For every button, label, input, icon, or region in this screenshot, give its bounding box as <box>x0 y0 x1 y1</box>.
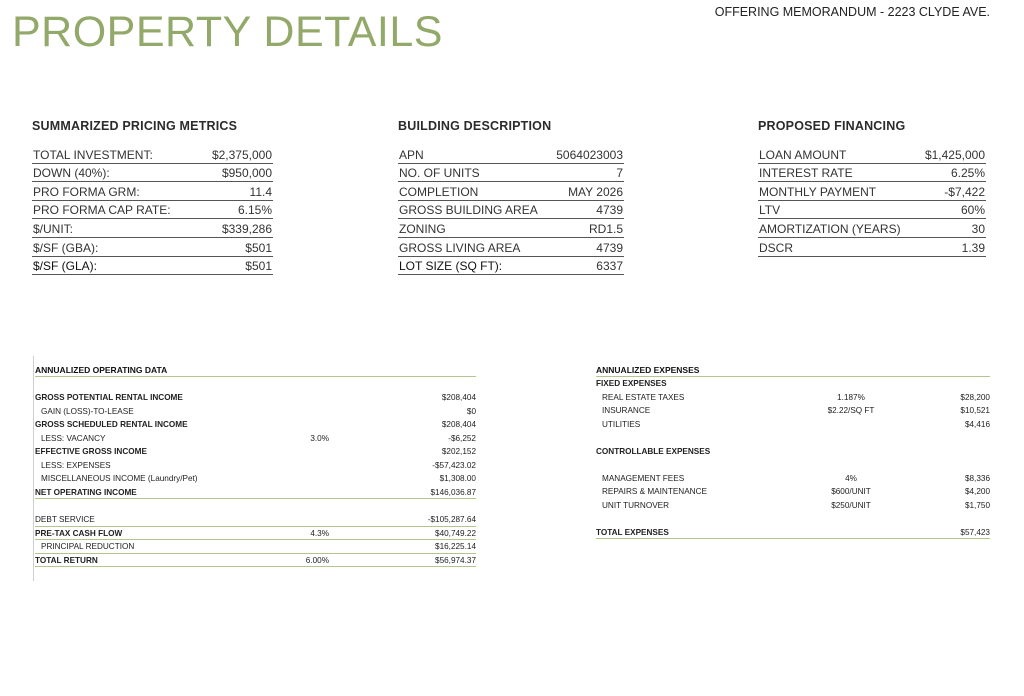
metric-value: 4739 <box>596 240 623 255</box>
metric-label: PRO FORMA GRM: <box>33 184 140 199</box>
row-percent: 4.3% <box>310 528 329 538</box>
metric-value: 30 <box>971 221 985 236</box>
operating-row <box>35 472 476 486</box>
metric-value: 11.4 <box>249 184 272 199</box>
row-amount: $146,036.87 <box>430 487 476 497</box>
metric-label: $/UNIT: <box>33 221 74 236</box>
metric-value: 60% <box>960 203 985 218</box>
row-amount: $202,152 <box>441 447 476 456</box>
group-label: FIXED EXPENSES <box>596 379 667 388</box>
operating-data-section <box>35 364 476 567</box>
operating-row <box>35 445 476 459</box>
section-title: BUILDING DESCRIPTION <box>398 119 552 133</box>
row-label: GROSS SCHEDULED RENTAL INCOME <box>35 420 188 429</box>
expenses-section <box>596 364 990 539</box>
metric-row <box>398 182 624 201</box>
operating-row <box>35 554 476 568</box>
spacer <box>596 512 990 526</box>
document-header: OFFERING MEMORANDUM - 2223 CLYDE AVE. <box>714 5 990 19</box>
metric-row <box>758 145 986 164</box>
metric-label: LOT SIZE (SQ FT): <box>399 259 503 274</box>
metric-row <box>758 164 986 183</box>
spacer <box>596 431 990 445</box>
spacer <box>596 458 990 472</box>
expense-amount: $28,200 <box>960 392 990 402</box>
metric-row <box>32 164 273 183</box>
metric-label: APN <box>399 147 424 162</box>
expense-row <box>596 485 990 499</box>
metric-label: INTEREST RATE <box>759 166 853 181</box>
row-amount: -$6,252 <box>448 433 476 443</box>
metric-row <box>758 182 986 201</box>
expense-row <box>596 418 990 432</box>
row-amount: $56,974.37 <box>435 555 476 565</box>
metric-label: ZONING <box>399 221 446 236</box>
metric-row <box>758 201 986 220</box>
metric-value: 6337 <box>596 259 623 274</box>
metric-label: LTV <box>759 203 781 218</box>
metric-row <box>758 219 986 238</box>
metric-row <box>32 219 273 238</box>
metric-row <box>398 257 624 276</box>
metric-label: LOAN AMOUNT <box>759 147 847 162</box>
metric-label: TOTAL INVESTMENT: <box>33 147 153 162</box>
metric-row <box>398 145 624 164</box>
group-label: CONTROLLABLE EXPENSES <box>596 446 711 456</box>
expense-label: UTILITIES <box>602 419 641 429</box>
operating-row <box>35 391 476 405</box>
expense-amount: $1,750 <box>964 500 990 510</box>
metric-value: 5064023003 <box>556 147 623 162</box>
expense-label: MANAGEMENT FEES <box>602 473 685 483</box>
row-label: LESS: VACANCY <box>41 433 106 443</box>
metric-label: PRO FORMA CAP RATE: <box>33 203 171 218</box>
expense-group-title <box>596 445 990 459</box>
metric-value: $339,286 <box>221 221 272 236</box>
row-label: MISCELLANEOUS INCOME (Laundry/Pet) <box>41 474 198 483</box>
row-label: TOTAL RETURN <box>35 555 98 565</box>
row-label: EFFECTIVE GROSS INCOME <box>35 447 147 456</box>
operating-row <box>35 432 476 446</box>
operating-row <box>35 486 476 500</box>
row-amount: $1,308.00 <box>439 474 476 483</box>
metric-row <box>398 201 624 220</box>
section-title: SUMMARIZED PRICING METRICS <box>32 119 238 133</box>
row-amount: $0 <box>466 406 476 416</box>
row-label: LESS: EXPENSES <box>41 460 111 470</box>
expense-amount: $8,336 <box>964 473 990 483</box>
metric-label: MONTHLY PAYMENT <box>759 184 877 199</box>
expense-amount: $4,200 <box>964 487 990 496</box>
metric-label: $/SF (GBA): <box>33 240 99 255</box>
expense-row <box>596 472 990 486</box>
operating-row <box>35 418 476 432</box>
metric-row <box>398 238 624 257</box>
metric-label: AMORTIZATION (YEARS) <box>759 221 901 236</box>
metric-row <box>32 257 273 276</box>
operating-row <box>35 527 476 541</box>
row-percent: 3.0% <box>310 433 329 443</box>
expense-rate: $2.22/SQ FT <box>827 406 875 415</box>
page-title: PROPERTY DETAILS <box>12 8 443 56</box>
total-amount: $57,423 <box>960 527 990 537</box>
expense-row <box>596 391 990 405</box>
expense-total-row <box>596 526 990 540</box>
metric-row <box>32 201 273 220</box>
metric-label: COMPLETION <box>399 184 479 199</box>
expense-group-title <box>596 377 990 391</box>
section-title: ANNUALIZED OPERATING DATA <box>35 364 476 377</box>
building-description-section <box>398 119 624 275</box>
section-title: PROPOSED FINANCING <box>758 119 906 133</box>
row-amount: $208,404 <box>441 393 476 402</box>
expense-rate: $250/UNIT <box>831 500 871 510</box>
row-amount: -$57,423.02 <box>432 460 476 470</box>
metric-value: $950,000 <box>221 166 272 181</box>
total-label: TOTAL EXPENSES <box>596 527 669 537</box>
expense-label: REPAIRS & MAINTENANCE <box>602 487 707 496</box>
row-label: NET OPERATING INCOME <box>35 487 137 497</box>
metric-value: RD1.5 <box>588 221 623 236</box>
expense-row <box>596 404 990 418</box>
expense-label: INSURANCE <box>602 406 651 415</box>
row-label: GAIN (LOSS)-TO-LEASE <box>41 406 134 416</box>
metric-value: $501 <box>245 240 272 255</box>
metric-label: GROSS LIVING AREA <box>399 240 521 255</box>
metric-value: 6.15% <box>237 203 272 218</box>
expense-amount: $4,416 <box>964 419 990 429</box>
row-percent: 6.00% <box>305 555 329 565</box>
expense-rate: 1.187% <box>837 392 865 402</box>
proposed-financing-section <box>758 119 986 257</box>
row-amount: -$105,287.64 <box>427 515 476 524</box>
metric-row <box>32 145 273 164</box>
metric-value: -$7,422 <box>944 184 985 199</box>
metric-row <box>758 238 986 257</box>
metric-value: $1,425,000 <box>924 147 985 162</box>
metric-row <box>398 164 624 183</box>
metric-row <box>32 238 273 257</box>
metric-value: 1.39 <box>961 240 985 255</box>
metric-label: GROSS BUILDING AREA <box>399 203 538 218</box>
operating-row <box>35 513 476 527</box>
row-label: DEBT SERVICE <box>35 515 95 524</box>
metric-value: 4739 <box>596 203 623 218</box>
row-label: PRINCIPAL REDUCTION <box>41 542 135 551</box>
operating-row <box>35 540 476 554</box>
metric-label: DOWN (40%): <box>33 166 110 181</box>
expense-label: REAL ESTATE TAXES <box>602 392 685 402</box>
row-label: PRE-TAX CASH FLOW <box>35 528 123 538</box>
expense-rate: $600/UNIT <box>831 487 871 496</box>
metric-label: $/SF (GLA): <box>33 259 98 274</box>
metric-label: DSCR <box>759 240 794 255</box>
metric-value: $501 <box>245 259 272 274</box>
metric-value: 7 <box>616 166 623 181</box>
expense-rate: 4% <box>845 473 857 483</box>
operating-row <box>35 459 476 473</box>
metric-value: 6.25% <box>950 166 985 181</box>
expense-row <box>596 499 990 513</box>
pricing-metrics-section <box>32 119 273 275</box>
metric-value: $2,375,000 <box>211 147 272 162</box>
metric-row <box>32 182 273 201</box>
expense-amount: $10,521 <box>960 406 990 415</box>
section-title: ANNUALIZED EXPENSES <box>596 364 990 377</box>
operating-row <box>35 405 476 419</box>
spacer <box>35 499 476 513</box>
expense-label: UNIT TURNOVER <box>602 500 670 510</box>
row-amount: $208,404 <box>441 420 476 429</box>
row-amount: $16,225.14 <box>435 542 476 551</box>
metric-label: NO. OF UNITS <box>399 166 480 181</box>
operating-divider <box>33 356 34 581</box>
row-label: GROSS POTENTIAL RENTAL INCOME <box>35 393 183 402</box>
metric-value: MAY 2026 <box>568 184 623 199</box>
metric-row <box>398 219 624 238</box>
row-amount: $40,749.22 <box>435 528 476 538</box>
